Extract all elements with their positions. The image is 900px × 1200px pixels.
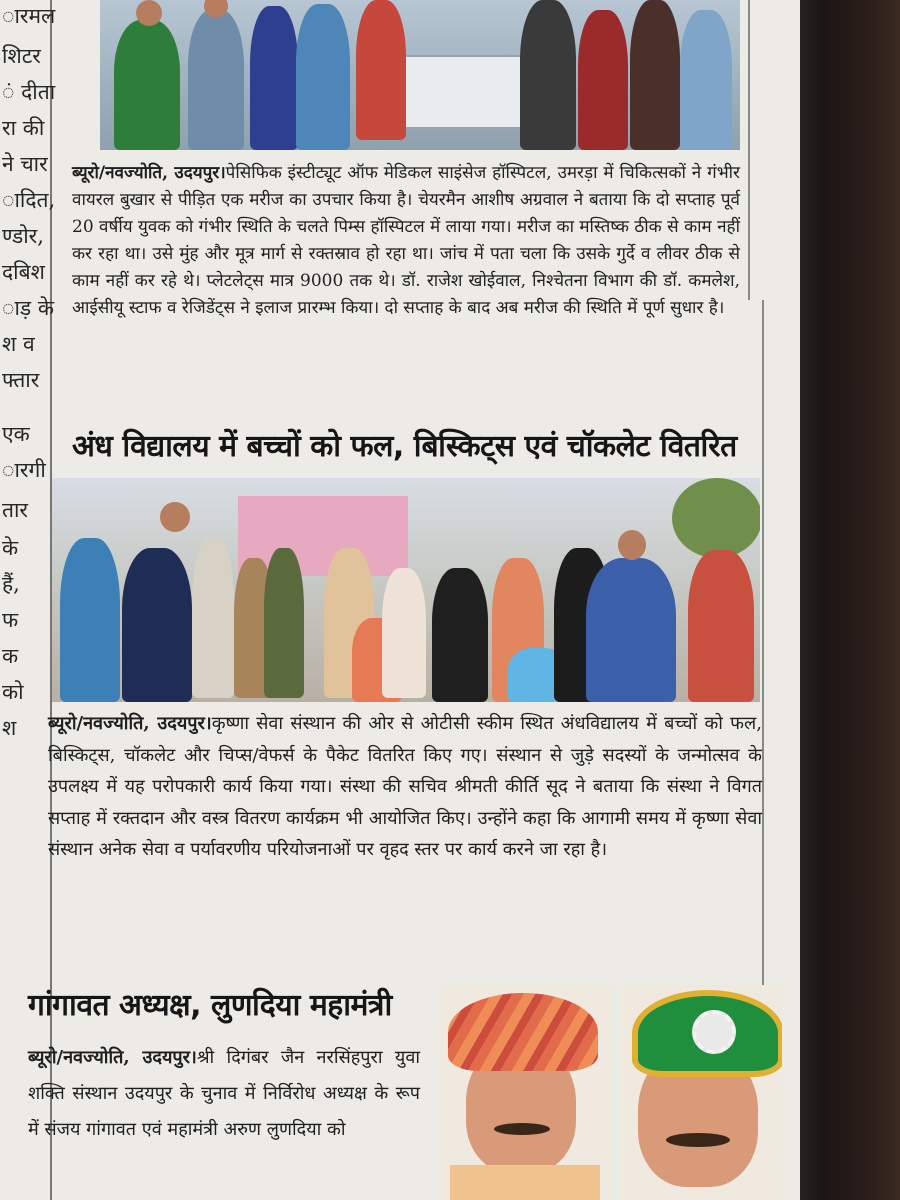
left-fragment: फ	[2, 608, 19, 632]
left-fragment: रा की	[2, 116, 45, 140]
portrait-photo-secretary	[622, 985, 782, 1200]
left-fragment: शिटर	[2, 44, 41, 68]
article-2-headline: अंध विद्यालय में बच्चों को फल, बिस्किट्स एवं चॉकलेट वितरित	[72, 429, 737, 464]
left-fragment: श व	[2, 332, 35, 356]
hospital-team-photo	[100, 0, 740, 150]
left-fragment: ण्डोर,	[2, 224, 44, 248]
group-photo	[52, 478, 760, 702]
article-3-body: श्री दिगंबर जैन नरसिंहपुरा युवा शक्ति संस्थान उदयपुर के चुनाव में निर्विरोध अध्यक्ष के रूप में संजय गांगावत एवं महामंत्री अरुण लुणदिया को	[28, 1047, 420, 1140]
article-1-byline: ब्यूरो/नवज्योति, उदयपुर।	[72, 163, 226, 183]
article-2-body: कृष्णा सेवा संस्थान की ओर से ओटीसी स्कीम स्थित अंधविद्यालय में बच्चों को फल, बिस्किट्स, चॉकलेट और चिप्स/वेफर्स के पैकेट वितरित किए गए। संस्थान से जुड़े सदस्यों के जन्मोत्सव के उपलक्ष्य में यह परोपकारी कार्य किया गया। संस्था की सचिव श्रीमती कीर्ति सूद ने बताया कि संस्था ने विगत सप्ताह में रक्तदान और वस्त्र वितरण कार्यक्रम भी आयोजित किए। उन्होंने कहा कि आगामी समय में कृष्णा सेवा संस्थान अनेक सेवा व पर्यावरणीय परियोजनाओं पर वृहद स्तर पर कार्य करने जा रहा है।	[48, 713, 762, 860]
left-fragment: ने चार	[2, 152, 48, 176]
left-fragment: हैं,	[2, 572, 20, 596]
left-fragment: दबिश	[2, 260, 45, 284]
column-rule	[762, 300, 800, 1100]
left-fragment: तार	[2, 498, 28, 522]
article-1-text	[72, 160, 740, 322]
left-fragment: के	[2, 536, 19, 560]
article-3-headline: गांगावत अध्यक्ष, लुणदिया महामंत्री	[28, 988, 392, 1023]
article-3-text	[28, 1040, 420, 1148]
column-rule	[748, 0, 780, 300]
article-2-byline: ब्यूरो/नवज्योति, उदयपुर।	[48, 713, 212, 734]
portrait-photo-president	[440, 985, 612, 1200]
left-fragment: ं दीता	[2, 80, 56, 104]
left-fragment: फ्तार	[2, 368, 40, 392]
article-3-byline: ब्यूरो/नवज्योति, उदयपुर।	[28, 1047, 197, 1068]
left-fragment: ादित,	[2, 188, 56, 212]
left-fragment: एक	[2, 422, 30, 446]
phone-bezel	[790, 0, 900, 1200]
left-fragment: ाड़ के	[2, 296, 54, 320]
article-1-body: पेसिफिक इंस्टीट्यूट ऑफ मेडिकल साइंसेज हॉस्पिटल, उमरड़ा में चिकित्सकों ने गंभीर वायरल बुखार से पीड़ित एक मरीज का उपचार किया है। चेयरमैन आशीष अग्रवाल ने बताया कि दो सप्ताह पूर्व 20 वर्षीय युवक को गंभीर स्थिति के चलते पिम्स हॉस्पिटल में लाया गया। मरीज का मस्तिष्क ठीक से काम नहीं कर रहा था। उसे मुंह और मूत्र मार्ग से रक्तस्राव हो रहा था। जांच में पता चला कि उसके गुर्दे व लीवर ठीक से काम नहीं कर रहे थे। प्लेटलेट्स मात्र 9000 तक थे। डॉ. राजेश खोईवाल, निश्चेतना विभाग की डॉ. कमलेश, आईसीयू स्टाफ व रेजिडेंट्स ने इलाज प्रारम्भ किया। दो सप्ताह के बाद अब मरीज की स्थिति में पूर्ण सुधार है।	[72, 163, 740, 318]
left-fragment: श	[2, 716, 17, 740]
left-fragment: को	[2, 680, 24, 704]
left-fragment: ारमल	[2, 4, 56, 28]
left-fragment: ारगी	[2, 458, 46, 482]
left-fragment: क	[2, 644, 19, 668]
article-2-text	[48, 708, 762, 866]
